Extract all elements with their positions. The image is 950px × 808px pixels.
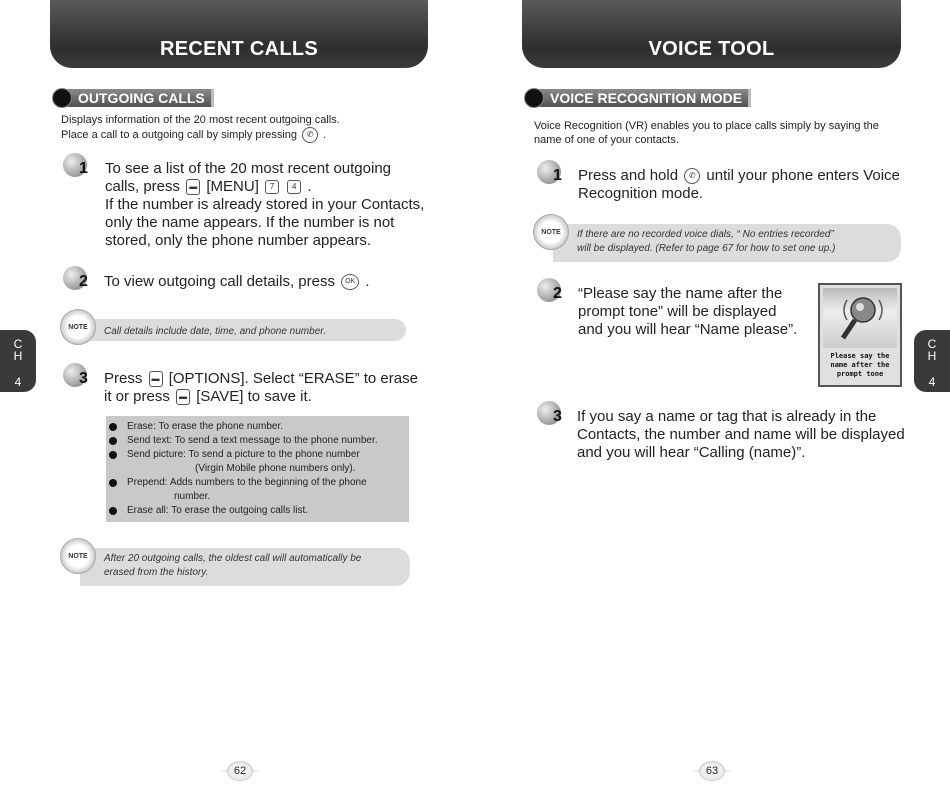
option-item bbox=[106, 420, 409, 434]
left-step-1 bbox=[105, 160, 435, 250]
intro-end: . bbox=[323, 128, 327, 141]
seven-key-icon: 7 bbox=[265, 180, 279, 194]
option-continuation: (Virgin Mobile phone numbers only). bbox=[195, 463, 356, 474]
bullet-icon bbox=[109, 437, 117, 445]
outgoing-calls-section-title bbox=[52, 88, 214, 108]
option-item bbox=[106, 434, 409, 448]
send-key-icon: ✆ bbox=[684, 168, 700, 184]
step-number-1 bbox=[63, 153, 93, 183]
step-digit: 1 bbox=[79, 160, 88, 177]
r-step2-line1: “Please say the name after the bbox=[578, 285, 783, 302]
note-line1: If there are no recorded voice dials, “ No entries recorded” bbox=[577, 229, 834, 240]
r-step3-line3: and you will hear “Calling (name)”. bbox=[577, 444, 806, 461]
left-intro-line-2 bbox=[61, 127, 401, 143]
step3-text-c: it or press bbox=[104, 388, 170, 405]
step2-text: To view outgoing call details, press bbox=[104, 273, 335, 290]
step-digit: 2 bbox=[79, 273, 88, 290]
r-step2-line3: and you will hear “Name please”. bbox=[578, 321, 798, 338]
note-icon: NOTE bbox=[60, 538, 96, 574]
tab-h: H bbox=[927, 349, 937, 363]
step1-text-a: calls, press bbox=[105, 178, 181, 195]
step3-line1 bbox=[104, 370, 434, 388]
note-text bbox=[553, 224, 901, 262]
option-continuation: number. bbox=[174, 491, 211, 502]
option-text: Prepend: Adds numbers to the beginning of the phone bbox=[127, 477, 367, 488]
step3-text-a: Press bbox=[104, 370, 143, 387]
option-item bbox=[106, 448, 409, 476]
page-number-text: 63 bbox=[699, 761, 725, 781]
options-list bbox=[106, 416, 409, 518]
r-step1-line1 bbox=[578, 167, 918, 185]
step1-line5: stored, only the phone number appears. bbox=[105, 232, 372, 249]
step3-line2 bbox=[104, 388, 434, 406]
four-key-icon: 4 bbox=[287, 180, 301, 194]
left-page-header bbox=[50, 0, 428, 68]
options-box bbox=[106, 416, 409, 522]
option-item bbox=[106, 476, 409, 504]
intro-text: Place a call to a outgoing call by simply pressing bbox=[61, 128, 298, 141]
right-page-number bbox=[696, 760, 728, 782]
note-text bbox=[80, 548, 410, 586]
right-intro-line-1: Voice Recognition (VR) enables you to place calls simply by saying the bbox=[534, 120, 879, 132]
right-step-number-1 bbox=[537, 160, 567, 190]
option-text: Erase all: To erase the outgoing calls list. bbox=[127, 505, 309, 516]
step3-text-b: [OPTIONS]. Select “ERASE” to erase bbox=[168, 370, 418, 387]
option-text: Erase: To erase the phone number. bbox=[127, 421, 284, 432]
right-note-1 bbox=[533, 214, 901, 262]
note-text: Call details include date, time, and phone number. bbox=[80, 319, 406, 341]
step2-end: . bbox=[365, 273, 370, 290]
right-header-title: VOICE TOOL bbox=[648, 38, 775, 60]
page-number-text: 62 bbox=[227, 761, 253, 781]
r-step1-text-b: until your phone enters Voice bbox=[706, 167, 900, 184]
tab-c: C bbox=[13, 337, 23, 351]
right-step-number-3 bbox=[537, 401, 567, 431]
bullet-icon bbox=[109, 507, 117, 515]
bullet-icon bbox=[109, 451, 117, 459]
section-bullet-icon bbox=[524, 88, 544, 108]
right-chapter-tab bbox=[914, 330, 950, 392]
tab-number: 4 bbox=[928, 375, 936, 389]
bullet-icon bbox=[109, 479, 117, 487]
r-step1-line2: Recognition mode. bbox=[578, 185, 704, 202]
option-text: Send picture: To send a picture to the phone number bbox=[127, 449, 360, 460]
ok-key-icon: OK bbox=[341, 274, 359, 290]
left-step-3 bbox=[104, 370, 434, 406]
microphone-icon bbox=[823, 288, 899, 348]
step-digit: 2 bbox=[553, 285, 562, 302]
step1-line2 bbox=[105, 178, 435, 196]
option-text: Send text: To send a text message to the phone number. bbox=[127, 435, 378, 446]
note-line2: erased from the history. bbox=[104, 567, 209, 578]
right-page-header bbox=[522, 0, 901, 68]
left-intro bbox=[61, 113, 401, 143]
send-key-icon: ✆ bbox=[302, 127, 318, 143]
soft-key-icon: ▬ bbox=[149, 371, 163, 387]
right-step-3 bbox=[577, 408, 922, 462]
section-bullet-icon bbox=[52, 88, 72, 108]
phone-display bbox=[823, 288, 897, 348]
left-note-2 bbox=[60, 538, 410, 588]
section-label: VOICE RECOGNITION MODE bbox=[536, 89, 751, 107]
voice-recognition-section-title bbox=[524, 88, 751, 108]
right-step-number-2 bbox=[537, 278, 567, 308]
section-label: OUTGOING CALLS bbox=[64, 89, 214, 107]
step1-text-c: . bbox=[307, 178, 312, 195]
step-number-3 bbox=[63, 363, 93, 393]
note-icon: NOTE bbox=[533, 214, 569, 250]
step-digit: 1 bbox=[553, 167, 562, 184]
option-item bbox=[106, 504, 409, 518]
note-icon: NOTE bbox=[60, 309, 96, 345]
soft-key-icon: ▬ bbox=[176, 389, 190, 405]
step-number-2 bbox=[63, 266, 93, 296]
r-step3-line1: If you say a name or tag that is already in the bbox=[577, 408, 877, 425]
step1-line1: To see a list of the 20 most recent outgoing bbox=[105, 160, 392, 177]
left-chapter-tab bbox=[0, 330, 36, 392]
r-step2-line2: prompt tone” will be displayed bbox=[578, 303, 777, 320]
soft-key-icon: ▬ bbox=[186, 179, 200, 195]
phone-screen-image bbox=[818, 283, 902, 387]
right-intro bbox=[534, 119, 914, 147]
step1-line4: only the name appears. If the number is not bbox=[105, 214, 395, 231]
right-intro-line-2: name of one of your contacts. bbox=[534, 134, 679, 146]
step3-text-d: [SAVE] to save it. bbox=[196, 388, 312, 405]
tab-h: H bbox=[13, 349, 23, 363]
bullet-icon bbox=[109, 423, 117, 431]
step-digit: 3 bbox=[553, 408, 562, 425]
left-header-title: RECENT CALLS bbox=[159, 38, 319, 60]
note-line1: After 20 outgoing calls, the oldest call will automatically be bbox=[104, 553, 362, 564]
r-step3-line2: Contacts, the number and name will be displayed bbox=[577, 426, 905, 443]
step1-text-b: [MENU] bbox=[206, 178, 259, 195]
right-step-2 bbox=[578, 285, 813, 339]
right-step-1 bbox=[578, 167, 918, 203]
left-note-1 bbox=[60, 309, 406, 349]
r-step1-text-a: Press and hold bbox=[578, 167, 679, 184]
tab-c: C bbox=[927, 337, 937, 351]
left-intro-line-1: Displays information of the 20 most recent outgoing calls. bbox=[61, 114, 340, 126]
step-digit: 3 bbox=[79, 370, 88, 387]
left-step-2 bbox=[104, 273, 434, 291]
tab-number: 4 bbox=[14, 375, 22, 389]
note-line2: will be displayed. (Refer to page 67 for how to set one up.) bbox=[577, 243, 836, 254]
phone-screen-caption: Please say the name after the prompt tone bbox=[830, 352, 890, 378]
left-page-number bbox=[224, 760, 256, 782]
step1-line3: If the number is already stored in your Contacts, bbox=[105, 196, 425, 213]
